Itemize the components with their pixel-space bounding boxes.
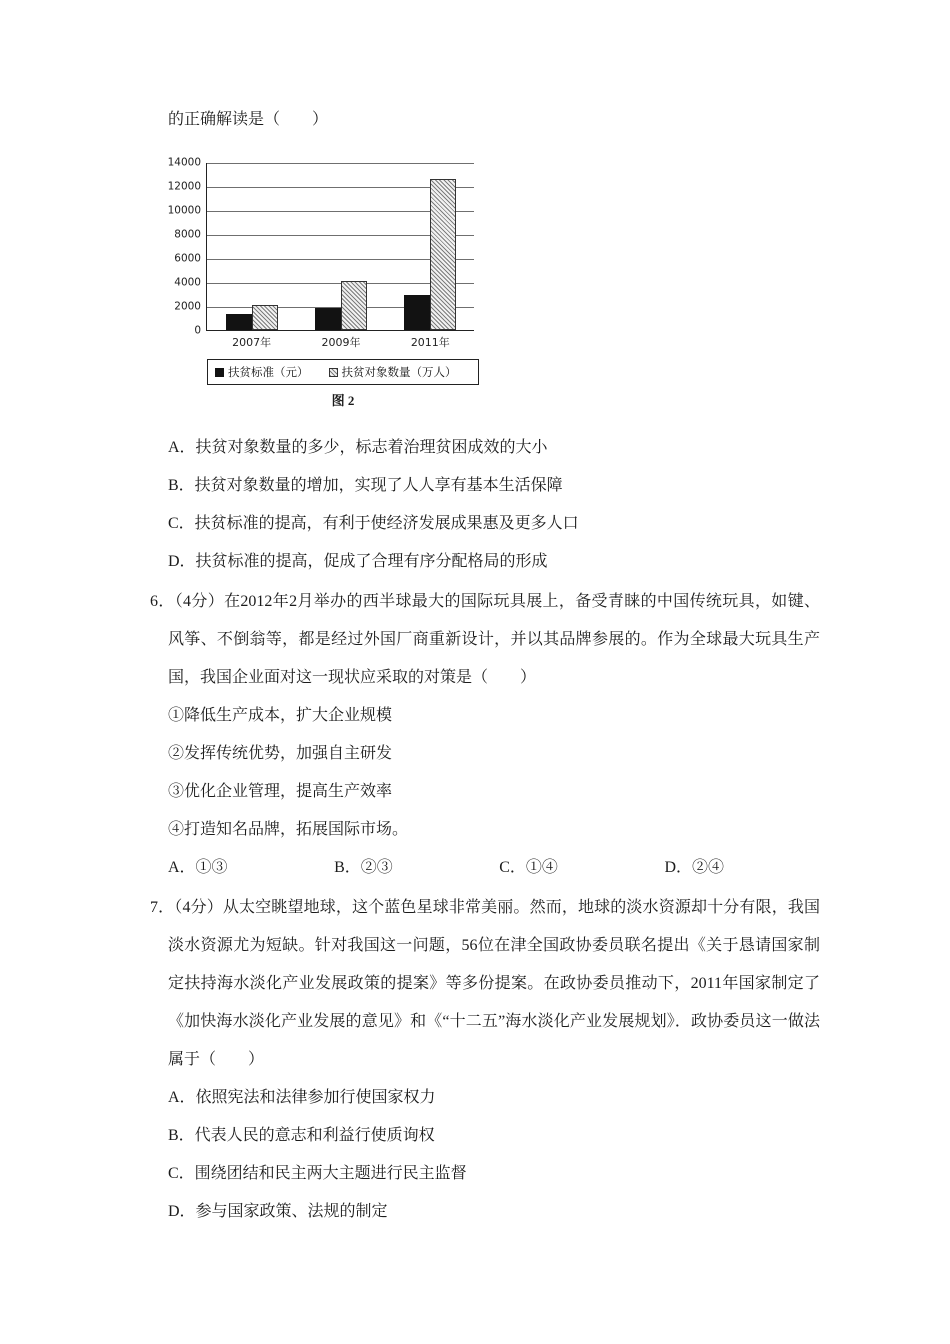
option-d: D．参与国家政策、法规的制定 bbox=[168, 1203, 388, 1220]
question6-item-4: ④打造知名品牌，拓展国际市场。 bbox=[168, 821, 409, 838]
option-c: C．①④ bbox=[499, 859, 558, 876]
y-tick-label: 0 bbox=[194, 324, 201, 337]
question6-score: （4分） bbox=[174, 593, 225, 610]
y-tick-label: 2000 bbox=[174, 300, 201, 313]
bar-hatched bbox=[252, 305, 278, 330]
option-a: A．依照宪法和法律参加行使国家权力 bbox=[168, 1089, 436, 1106]
question5-stem-fragment: 的正确解读是（ ） bbox=[168, 111, 329, 128]
chart-body bbox=[167, 156, 490, 337]
x-tick-label: 2007年 bbox=[232, 336, 272, 349]
question6-item-2: ②发挥传统优势，加强自主研发 bbox=[168, 745, 393, 762]
bar-solid bbox=[404, 295, 430, 330]
x-tick-label: 2009年 bbox=[321, 336, 361, 349]
poverty-bar-chart bbox=[167, 156, 490, 409]
page-content bbox=[150, 101, 820, 1231]
question7 bbox=[150, 889, 820, 1231]
bar-solid bbox=[226, 314, 252, 330]
bar-group bbox=[226, 305, 278, 330]
legend-item bbox=[329, 364, 457, 380]
bar-group bbox=[404, 179, 456, 330]
chart-legend bbox=[207, 359, 479, 385]
question6-number: 6． bbox=[150, 593, 175, 610]
question6-stem bbox=[150, 583, 820, 697]
y-tick-label: 14000 bbox=[167, 156, 201, 169]
y-tick-label: 12000 bbox=[167, 180, 201, 193]
option-d: D．扶贫标准的提高，促成了合理有序分配格局的形成 bbox=[168, 553, 548, 570]
y-tick-label: 4000 bbox=[174, 276, 201, 289]
option-a: A．①③ bbox=[168, 859, 228, 876]
question6-item-1: ①降低生产成本，扩大企业规模 bbox=[168, 707, 393, 724]
option-b: B．②③ bbox=[334, 859, 393, 876]
question6-options bbox=[168, 849, 724, 887]
y-tick-label: 10000 bbox=[167, 204, 201, 217]
question7-text: 从太空眺望地球，这个蓝色星球非常美丽。然而，地球的淡水资源却十分有限，我国淡水资源尤为短缺。针对我国这一问题，56位在津全国政协委员联名提出《关于恳请国家制定扶持海水淡化产业发展政策的提案》等多份提案。在政协委员推动下，2011年国家制定了《加快海水淡化产业发展的意见》和《“十二五”海水淡化产业发展规划》．政协委员这一做法属于（ ） bbox=[168, 899, 820, 1068]
y-tick-label: 6000 bbox=[174, 252, 201, 265]
legend-swatch-icon bbox=[215, 368, 224, 377]
legend-label: 扶贫对象数量（万人） bbox=[341, 365, 457, 379]
question5-options bbox=[150, 429, 820, 581]
question7-number: 7． bbox=[150, 899, 175, 916]
question6 bbox=[150, 583, 820, 887]
option-c: C．围绕团结和民主两大主题进行民主监督 bbox=[168, 1165, 467, 1182]
option-d: D．②④ bbox=[664, 859, 724, 876]
chart-plot-area bbox=[206, 163, 474, 331]
question7-stem bbox=[150, 889, 820, 1079]
bar-solid bbox=[315, 308, 341, 330]
gridline bbox=[207, 163, 474, 164]
legend-item bbox=[215, 364, 309, 380]
chart-caption: 图 2 bbox=[331, 393, 355, 408]
bar-hatched bbox=[341, 281, 367, 330]
question6-item-3: ③优化企业管理，提高生产效率 bbox=[168, 783, 393, 800]
chart-y-axis bbox=[167, 156, 206, 337]
y-tick-label: 8000 bbox=[174, 228, 201, 241]
question7-score: （4分） bbox=[174, 899, 223, 916]
bar-group bbox=[315, 281, 367, 330]
question6-text: 在2012年2月举办的西半球最大的国际玩具展上，备受青睐的中国传统玩具，如键、风筝、不倒翁等，都是经过外国厂商重新设计，并以其品牌参展的。作为全球最大玩具生产国，我国企业面对这一现状应采取的对策是（ ） bbox=[168, 593, 820, 686]
option-b: B．扶贫对象数量的增加，实现了人人享有基本生活保障 bbox=[168, 477, 563, 494]
option-c: C．扶贫标准的提高，有利于使经济发展成果惠及更多人口 bbox=[168, 515, 579, 532]
chart-x-axis bbox=[207, 331, 475, 350]
option-a: A．扶贫对象数量的多少，标志着治理贫困成效的大小 bbox=[168, 439, 548, 456]
bar-hatched bbox=[430, 179, 456, 330]
option-b: B．代表人民的意志和利益行使质询权 bbox=[168, 1127, 435, 1144]
x-tick-label: 2011年 bbox=[410, 336, 450, 349]
legend-swatch-icon bbox=[329, 368, 338, 377]
legend-label: 扶贫标准（元） bbox=[228, 365, 309, 379]
